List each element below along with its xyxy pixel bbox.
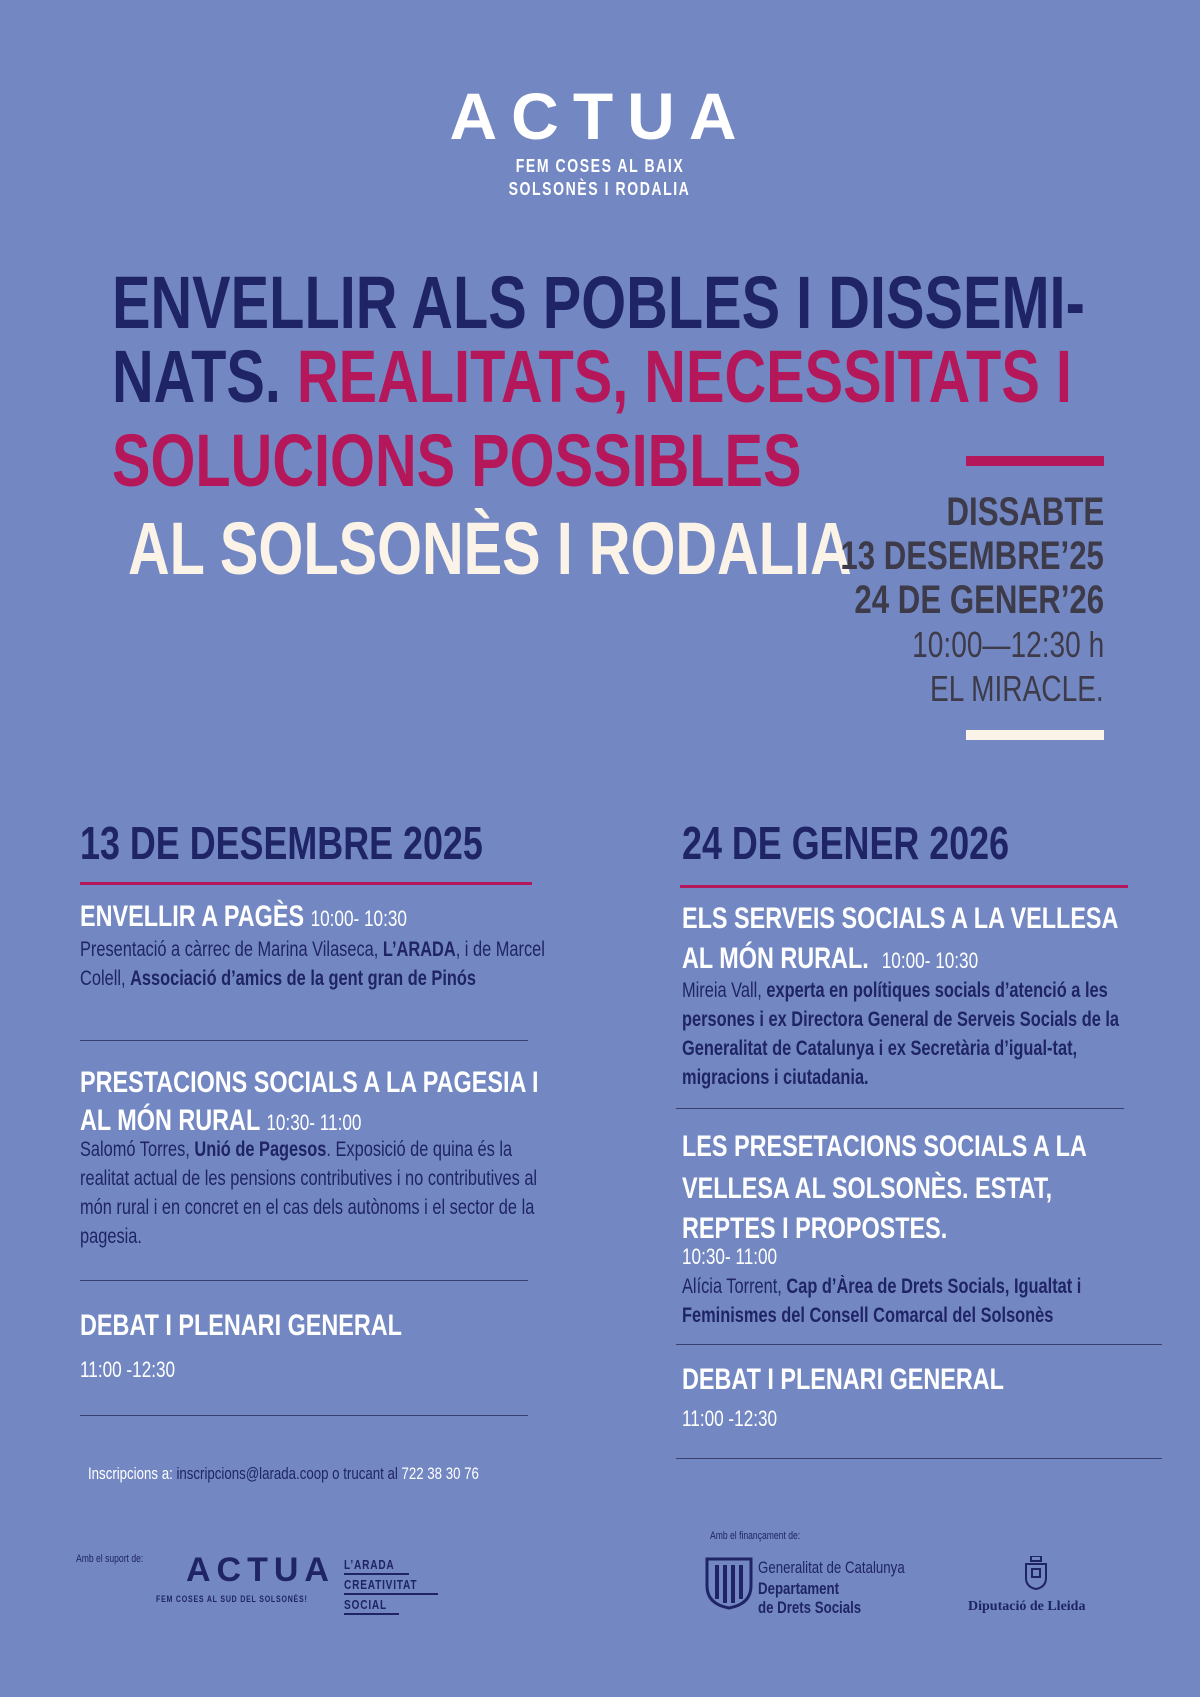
title-line-1: ENVELLIR ALS POBLES I DISSEMI-: [112, 261, 1085, 344]
col1-heading-rule: [80, 882, 532, 885]
inscriptions-email-link[interactable]: inscripcions@larada.coop: [176, 1464, 329, 1483]
footer-actua-tagline: FEM COSES AL SUD DEL SOLSONÈS!: [156, 1594, 308, 1604]
support-label: Amb el suport de:: [76, 1553, 144, 1565]
col2-session2-text: Alícia Torrent, Cap d’Àrea de Drets Socials, Igualtat i Feminismes del Consell Comarcal del Solsonès: [682, 1275, 1082, 1327]
date-place: EL MIRACLE.: [930, 668, 1104, 709]
title-line-3: SOLUCIONS POSSIBLES: [112, 419, 802, 502]
date-second: 24 DE GENER’26: [854, 578, 1104, 622]
col2-session1-text: Mireia Vall, experta en polítiques socials d’atenció a les persones i ex Directora General de Serveis Socials de la Generalitat de Catalunya i ex Secretària d’igual-tat, migracions i ciutadania.: [682, 979, 1120, 1089]
date-day: DISSABTE: [946, 490, 1104, 534]
col2-session2-title-cont: VELLESA AL SOLSONÈS. ESTAT,: [682, 1172, 1053, 1205]
title-line-2-crimson: REALITATS, NECESSITATS I: [296, 335, 1072, 418]
divider: [80, 1415, 528, 1416]
col1-session1-text: Presentació a càrrec de Marina Vilaseca, L’ARADA, i de Marcel Colell, Associació d’amics de la gent gran de Pinós: [80, 938, 545, 990]
date-bottom-bar: [966, 730, 1104, 740]
col1-session1-time: 10:00- 10:30: [310, 906, 407, 931]
logo-tagline-1: FEM COSES AL BAIX: [515, 156, 685, 176]
col2-session1-title-cont: AL MÓN RURAL. 10:00- 10:30: [682, 942, 979, 975]
divider: [80, 1280, 528, 1281]
divider: [676, 1344, 1162, 1345]
title-line-4: AL SOLSONÈS I RODALIA: [128, 507, 852, 590]
generalitat-name: Generalitat de Catalunya: [758, 1558, 905, 1577]
date-first: 13 DESEMBRE’25: [840, 534, 1104, 578]
date-time: 10:00—12:30 h: [911, 624, 1104, 665]
col1-session2-title-cont: AL MÓN RURAL 10:30- 11:00: [80, 1104, 362, 1137]
col1-heading: 13 DE DESEMBRE 2025: [80, 817, 483, 869]
col1-session2-text: Salomó Torres, Unió de Pagesos. Exposició de quina és la realitat actual de les pensions contributives i no contributives al món rural i en concret en el cas dels autònoms i el sector de la pagesia.: [80, 1138, 538, 1248]
funding-label: Amb el finançament de:: [710, 1530, 801, 1542]
col2-session2-title-end: REPTES I PROPOSTES.: [682, 1212, 948, 1245]
col2-session3-title: DEBAT I PLENARI GENERAL: [682, 1363, 1004, 1396]
footer-actua-logo: ACTUA: [186, 1551, 335, 1589]
larada-logo-line-1: L’ARADA: [344, 1557, 409, 1575]
logo-tagline-2: SOLSONÈS I RODALIA: [509, 179, 691, 199]
col1-session2-time: 10:30- 11:00: [266, 1110, 362, 1135]
col2-session2-title: LES PRESETACIONS SOCIALS A LA: [682, 1130, 1087, 1163]
inscriptions-line: Inscripcions a: inscripcions@larada.coop o trucant al 722 38 30 76: [88, 1464, 479, 1483]
diputacio-name: Diputació de Lleida: [968, 1599, 1086, 1614]
generalitat-department-1: Departament: [758, 1579, 840, 1598]
generalitat-department-2: de Drets Socials: [758, 1598, 862, 1617]
col2-heading-rule: [680, 885, 1128, 888]
title-line-2-navy: NATS.: [112, 335, 297, 418]
col2-session3-time: 11:00 -12:30: [682, 1406, 778, 1431]
inscriptions-phone: 722 38 30 76: [401, 1464, 479, 1483]
col2-heading: 24 DE GENER 2026: [682, 817, 1010, 869]
generalitat-emblem-icon: [704, 1556, 754, 1610]
title-line-2: [112, 335, 1200, 418]
larada-logo-line-3: SOCIAL: [344, 1597, 399, 1615]
col2-session2-time: 10:30- 11:00: [682, 1244, 778, 1269]
col2-session1-time: 10:00- 10:30: [881, 948, 979, 973]
divider: [676, 1458, 1162, 1459]
diputacio-coat-of-arms-icon: [1024, 1556, 1048, 1590]
col1-session3-time: 11:00 -12:30: [80, 1357, 176, 1382]
larada-logo-line-2: CREATIVITAT: [344, 1577, 438, 1595]
actua-logo: ACTUA: [449, 79, 751, 153]
col1-session1-title: ENVELLIR A PAGÈS 10:00- 10:30: [80, 900, 407, 933]
divider: [80, 1040, 528, 1041]
date-top-bar: [966, 456, 1104, 466]
divider: [676, 1108, 1124, 1109]
col1-session3-title: DEBAT I PLENARI GENERAL: [80, 1309, 402, 1342]
col1-session2-title: PRESTACIONS SOCIALS A LA PAGESIA I: [80, 1066, 539, 1099]
col2-session1-title: ELS SERVEIS SOCIALS A LA VELLESA: [682, 902, 1119, 935]
